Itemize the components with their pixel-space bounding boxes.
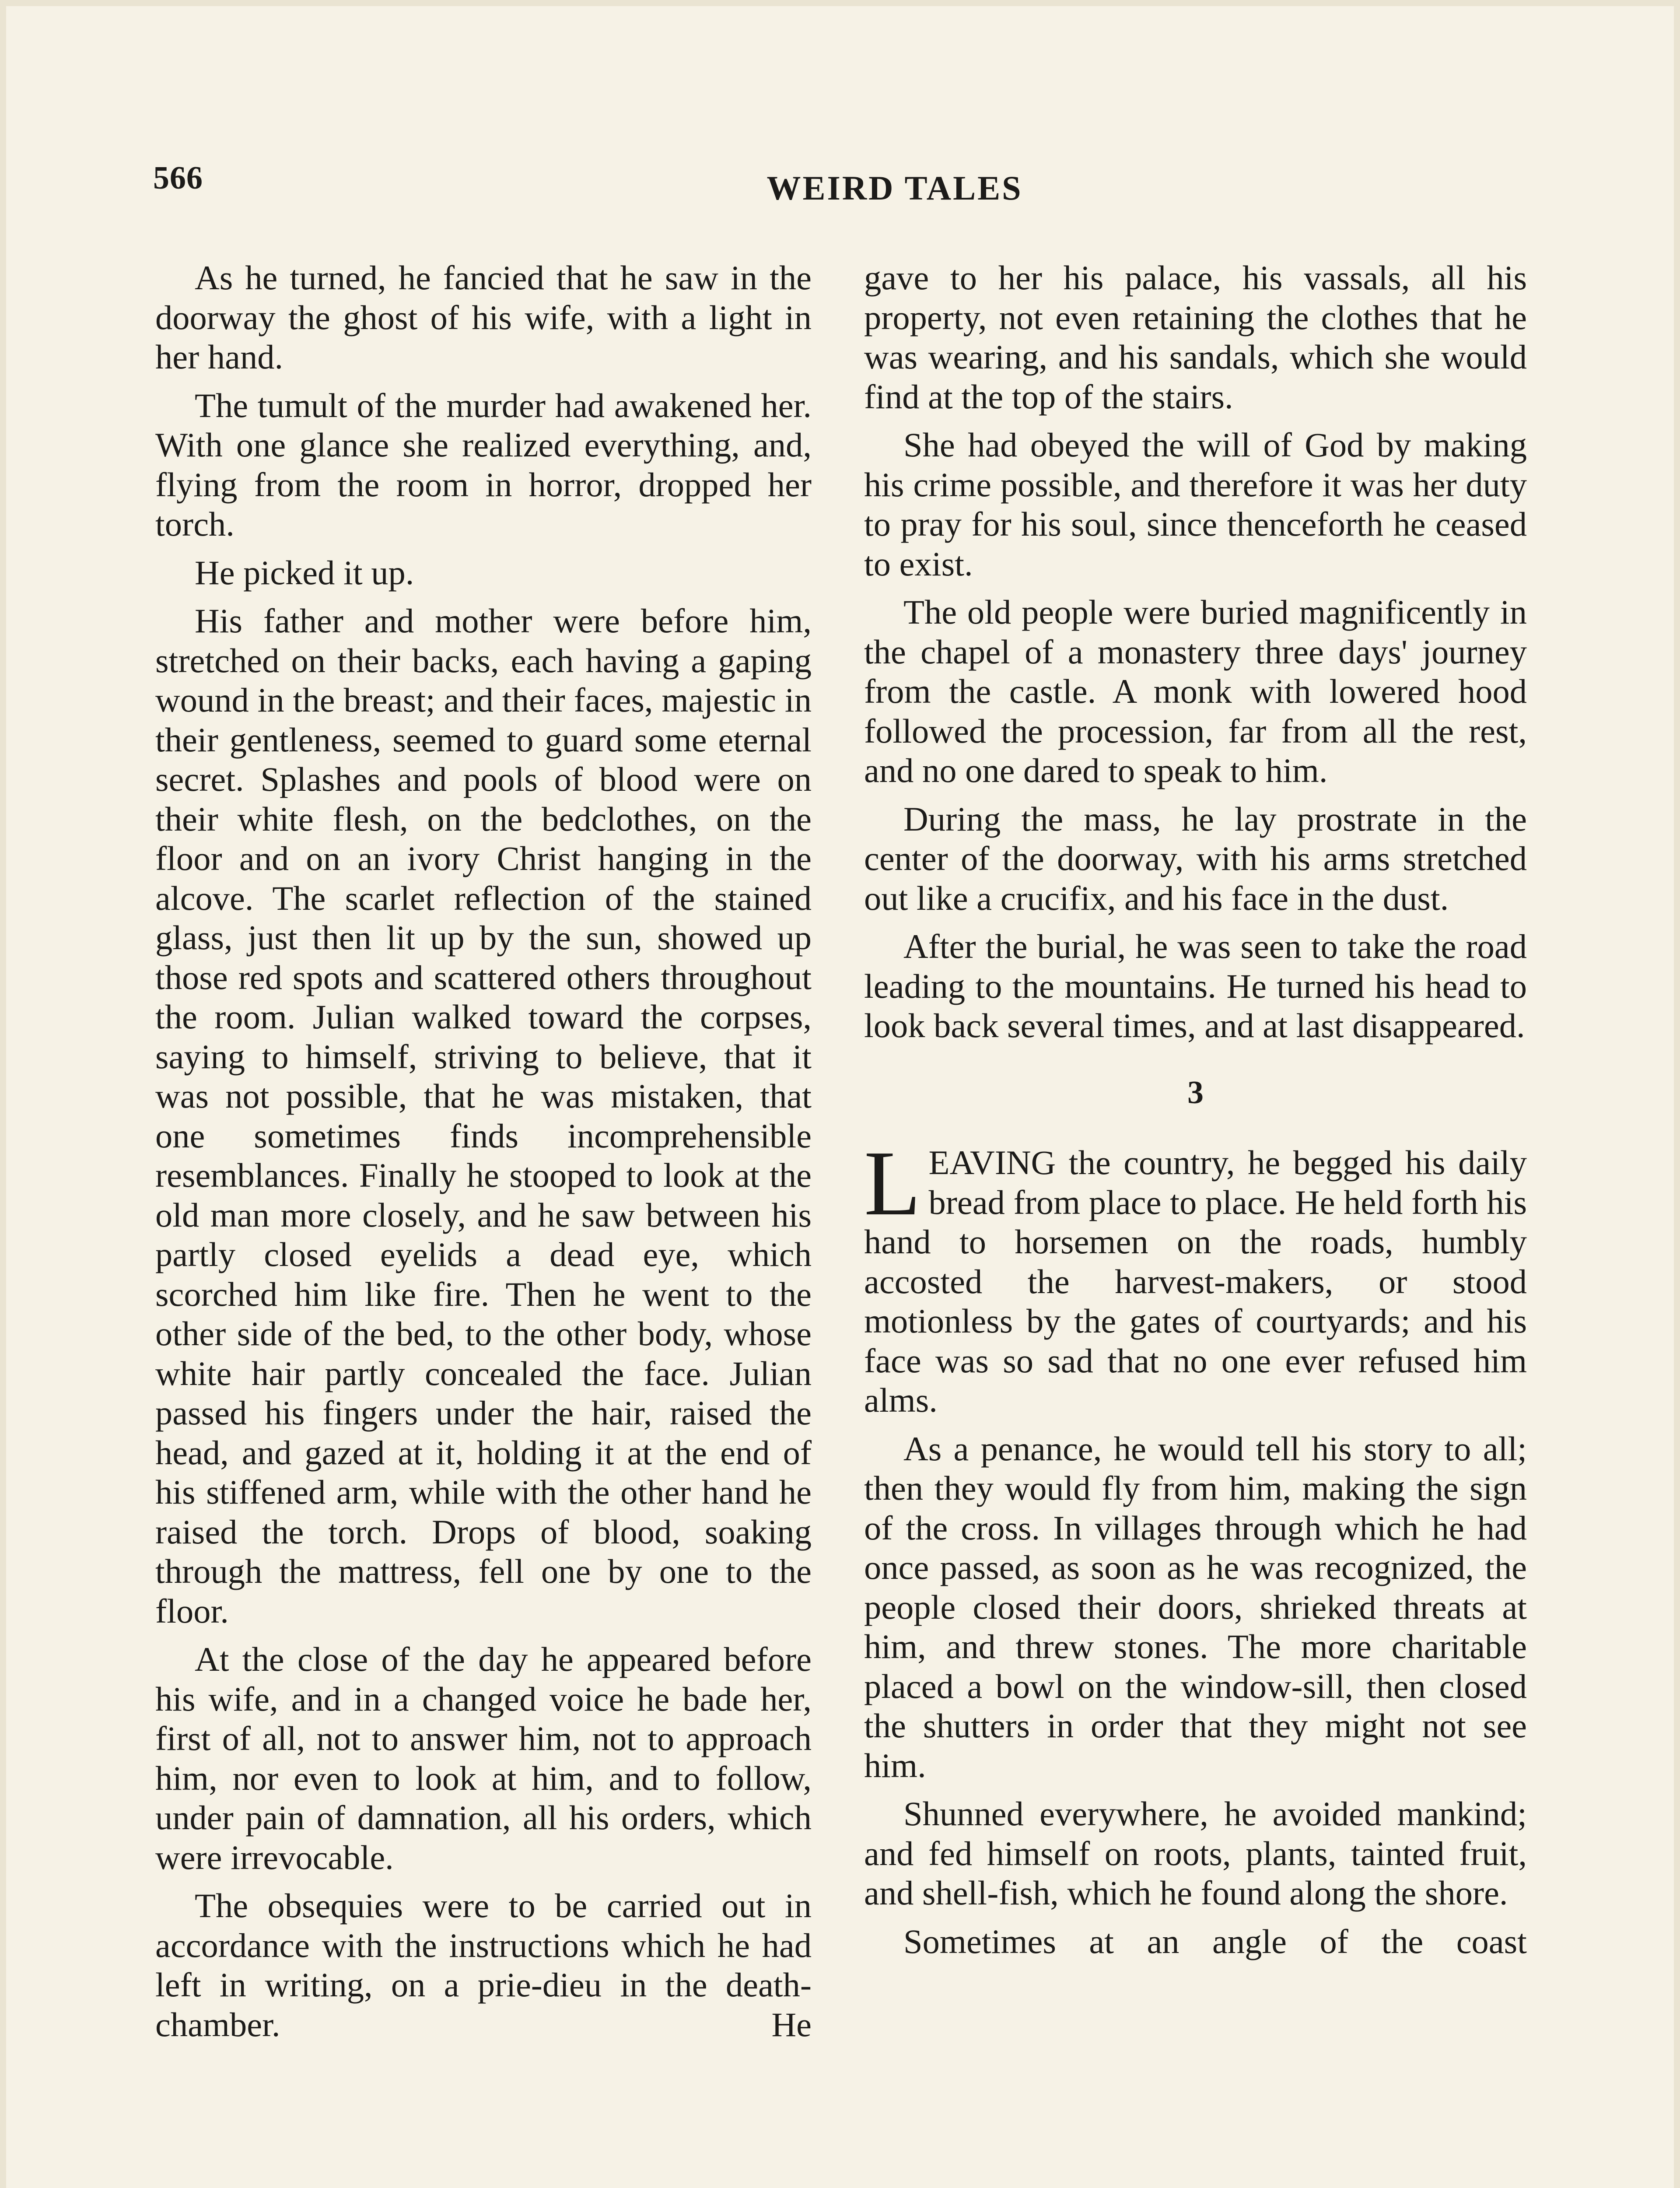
right-text-column xyxy=(864,258,1527,1970)
paragraph: He picked it up. xyxy=(195,553,414,592)
section-opening-paragraph xyxy=(864,1132,1527,1420)
paragraph: The old people were buried magnificently in the chapel of a monastery three days' journey from the castle. A monk with lowered hood followed the procession, far from all the rest, and no one dared to speak to him. xyxy=(864,593,1527,789)
paragraph-continued: gave to her his palace, his vassals, all his property, not even retaining the clothes that he was wearing, and his sandals, which she would find at the top of the stairs. xyxy=(864,259,1527,416)
paragraph: Shunned everywhere, he avoided mankind; and fed himself on roots, plants, tainted fruit, and shell-fish, which he found along the shore. xyxy=(864,1795,1527,1912)
paragraph: At the close of the day he appeared before his wife, and in a changed voice he bade her, first of all, not to answer him, not to approach him, nor even to look at him, and to follow, under pain of damnation, all his orders, which were irrevocable. xyxy=(155,1640,812,1876)
paragraph: During the mass, he lay prostrate in the center of the doorway, with his arms stretched out like a crucifix, and his face in the dust. xyxy=(864,799,1527,917)
left-text-column xyxy=(155,258,812,2053)
running-head-title: WEIRD TALES xyxy=(766,169,1023,207)
paragraph: As a penance, he would tell his story to all; then they would fly from him, making the sign of the cross. In villages through which he had once passed, as soon as he was recognized, the people closed their doors, shrieked threats at him, and threw stones. The more charitable placed a bowl on the window-sill, then closed the shutters in order that they might not see him. xyxy=(864,1429,1527,1785)
section-number: 3 xyxy=(1187,1074,1204,1111)
paragraph: After the burial, he was seen to take the road leading to the mountains. He turned his head to look back several times, and at last disappeared. xyxy=(864,927,1527,1045)
paragraph: Sometimes at an angle of the coast xyxy=(903,1922,1527,1960)
page-header xyxy=(153,155,1527,217)
opening-word-small-caps: EAVING xyxy=(928,1143,1056,1182)
paragraph: The tumult of the murder had awakened her. With one glance she realized everything, and, flying from the room in horror, dropped her torch. xyxy=(155,386,812,543)
page-number: 566 xyxy=(153,160,203,196)
paragraph: She had obeyed the will of God by making his crime possible, and therefore it was her duty to pray for his soul, since thenceforth he ceased to exist. xyxy=(864,426,1527,583)
drop-cap: L xyxy=(864,1132,921,1234)
paragraph: His father and mother were before him, stretched on their backs, each having a gaping wound in the breast; and their faces, majestic in their gentleness, seemed to guard some eternal secret. Splashes and pools of blood were on their white flesh, on the bedclothes, on the floor and on an ivory Christ hanging in the alcove. The scarlet reflection of the stained glass, just then lit up by the sun, showed up those red spots and scattered others throughout the room. Julian walked toward the corpses, saying to himself, striving to believe, that it was not possible, that he was mistaken, that one sometimes finds incomprehensible resemblances. Finally he stooped to look at the old man more closely, and he saw between his partly closed eyelids a dead eye, which scorched him like fire. Then he went to the other side of the bed, to the other body, whose white hair partly concealed the face. Julian passed his fingers under the hair, raised the head, and gazed at it, holding it at the end of his stiffened arm, while with the other hand he raised the torch. Drops of blood, soaking through the mattress, fell one by one to the floor. xyxy=(155,602,812,1630)
paragraph: The obsequies were to be carried out in accordance with the instructions which he had left in writing, on a prie-dieu in the death-chamber. He xyxy=(155,1886,812,2044)
paragraph: As he turned, he fancied that he saw in the doorway the ghost of his wife, with a light in her hand. xyxy=(155,259,812,376)
opening-paragraph-text: the country, he begged his daily bread from place to place. He held forth his hand to horsemen on the roads, humbly accosted the harvest-makers, or stood motionless by the gates of courtyards; and his face was so sad that no one ever refused him alms. xyxy=(864,1143,1527,1419)
